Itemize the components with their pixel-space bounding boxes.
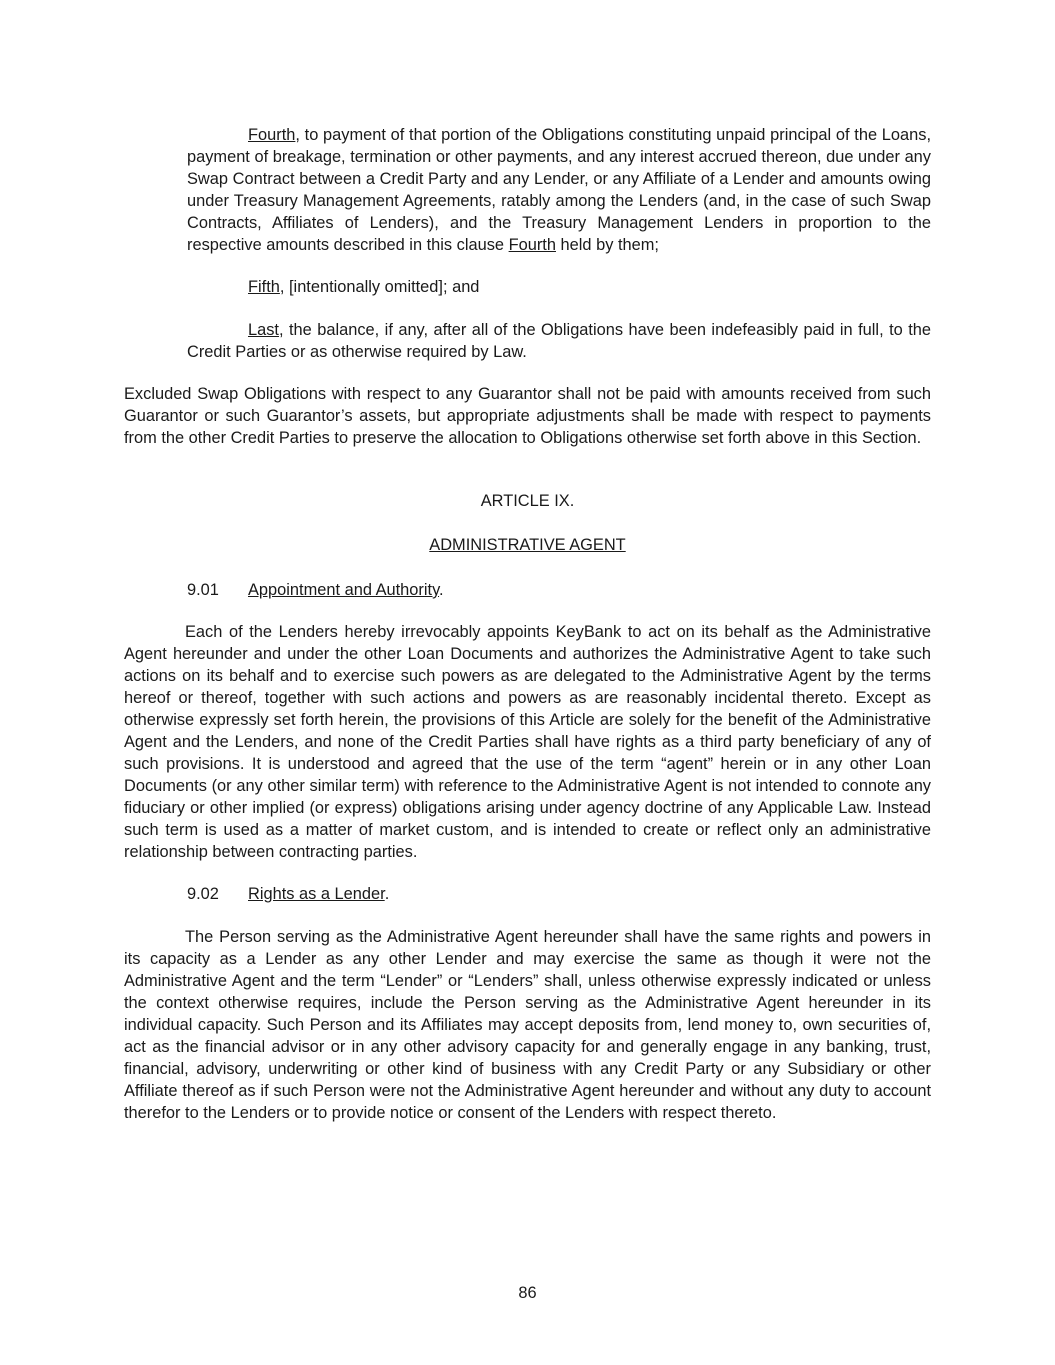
clause-last-paragraph bbox=[187, 319, 931, 363]
clause-fourth-text: , to payment of that portion of the Obligations constituting unpaid principal of the Loans, payment of breakage, termination or other payments, and any interest accrued thereon, due under any Swap Contract between a Credit Party and any Lender, or any Affiliate of a Lender and amounts owing under Treasury Management Agreements, ratably among the Lenders (and, in the case of such Swap Contracts, Affiliates of Lenders), and the Treasury Management Lenders in proportion to the respective amounts described in this clause bbox=[187, 126, 931, 254]
section-title: Rights as a Lender bbox=[248, 885, 385, 903]
clause-fifth bbox=[187, 276, 931, 298]
clause-fourth-paragraph bbox=[187, 124, 931, 256]
article-title bbox=[124, 534, 931, 556]
section-paragraph: The Person serving as the Administrative Agent hereunder shall have the same rights and powers in its capacity as a Lender as any other Lender and may exercise the same as though it were not the Administrative Agent and the term “Lender” or “Lenders” shall, unless otherwise expressly indicated or unless the context otherwise requires, include the Person serving as the Administrative Agent hereunder in its individual capacity. Such Person and its Affiliates may accept deposits from, lend money to, own securities of, act as the financial advisor or in any other advisory capacity for and generally engage in any banking, trust, financial, advisory, underwriting or other kind of business with any Credit Party or any Subsidiary or other Affiliate thereof as if such Person were not the Administrative Agent hereunder and without any duty to account therefor to the Lenders or to provide notice or consent of the Lenders with respect thereto. bbox=[124, 928, 931, 1122]
clause-fourth-label: Fourth bbox=[248, 126, 296, 144]
clause-fifth-paragraph bbox=[187, 276, 931, 298]
excluded-swap-block bbox=[124, 383, 931, 449]
section-paragraph: Each of the Lenders hereby irrevocably appoints KeyBank to act on its behalf as the Administrative Agent hereunder and under the other Loan Documents and authorizes the Administrative Agent to take such actions on its behalf and to exercise such powers as are delegated to the Administrative Agent by the terms hereof or thereof, together with such actions and powers as are reasonably incidental thereto. Except as otherwise expressly set forth herein, the provisions of this Article are solely for the benefit of the Administrative Agent and the Lenders, and none of the Credit Parties shall have rights as a third party beneficiary of any of such provisions. It is understood and agreed that the use of the term “agent” herein or in any other Loan Documents (or any other similar term) with reference to the Administrative Agent is not intended to connote any fiduciary or other implied (or express) obligations arising under agency doctrine of any Applicable Law. Instead such term is used as a matter of market custom, and is intended to create or reflect only an administrative relationship between contracting parties. bbox=[124, 623, 931, 861]
clause-last-label: Last bbox=[248, 321, 279, 339]
clause-last bbox=[187, 319, 931, 363]
clause-fourth bbox=[187, 124, 931, 256]
article-title-text: ADMINISTRATIVE AGENT bbox=[429, 536, 626, 554]
clause-fourth-tail: held by them; bbox=[555, 236, 659, 254]
clause-fifth-label: Fifth bbox=[248, 278, 280, 296]
section-title-period: . bbox=[439, 581, 444, 599]
clause-fifth-text: , [intentionally omitted]; and bbox=[279, 278, 480, 296]
clause-fourth-ref: Fourth bbox=[508, 236, 556, 254]
clause-last-text: , the balance, if any, after all of the Obligations have been indefeasibly paid in full, to the Credit Parties or as otherwise required by Law. bbox=[187, 321, 931, 361]
section-number: 9.02 bbox=[187, 885, 219, 903]
section-title-period: . bbox=[384, 885, 390, 903]
section-body-9-01 bbox=[124, 621, 931, 863]
section-heading-9-01 bbox=[187, 579, 444, 601]
section-number: 9.01 bbox=[187, 581, 219, 599]
section-heading-9-02 bbox=[187, 883, 389, 905]
excluded-swap-paragraph: Excluded Swap Obligations with respect to any Guarantor shall not be paid with amounts received from such Guarantor or such Guarantor’s assets, but appropriate adjustments shall be made with respect to payments from the other Credit Parties to preserve the allocation to Obligations otherwise set forth above in this Section. bbox=[124, 385, 931, 447]
page-number: 86 bbox=[518, 1284, 537, 1302]
article-number: ARTICLE IX. bbox=[480, 492, 575, 510]
section-title: Appointment and Authority bbox=[248, 581, 440, 599]
section-body-9-02 bbox=[124, 926, 931, 1124]
